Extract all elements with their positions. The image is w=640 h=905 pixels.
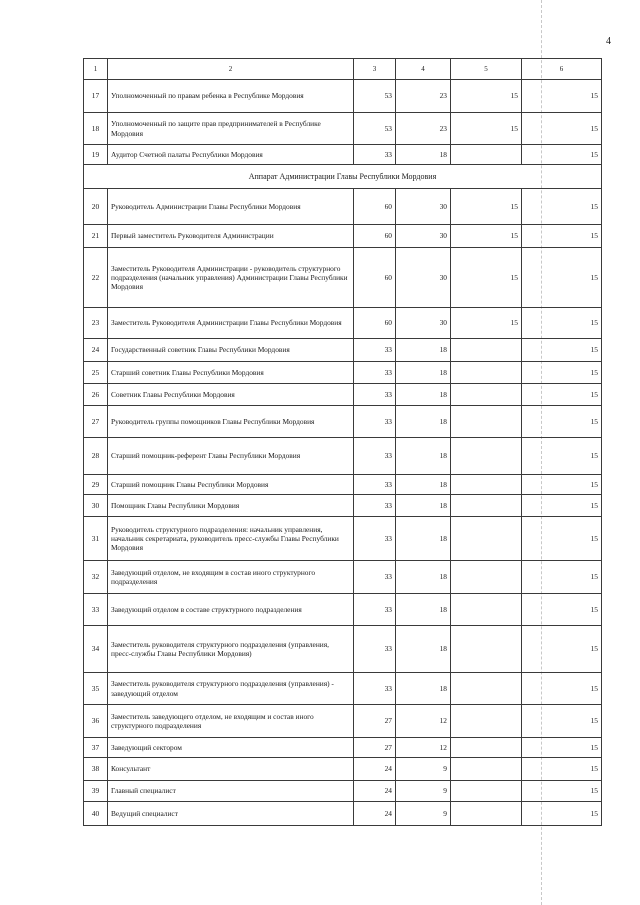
row-number: 25: [84, 362, 108, 384]
value-col-5: 15: [451, 308, 522, 339]
position-name: Главный специалист: [108, 781, 354, 802]
value-col-6: 15: [522, 248, 602, 308]
value-col-6: 15: [522, 758, 602, 781]
salary-table: [83, 58, 602, 826]
value-col-4: 30: [396, 308, 451, 339]
row-number: 29: [84, 475, 108, 495]
table-row: [84, 673, 602, 705]
row-number: 23: [84, 308, 108, 339]
value-col-6: 15: [522, 113, 602, 145]
position-name: Заместитель Руководителя Администрации - руководитель структурного подразделения (начальник управления) Администрации Главы Республики Мордовия: [108, 248, 354, 308]
table-row: [84, 308, 602, 339]
table-row: [84, 517, 602, 561]
position-name: Первый заместитель Руководителя Администрации: [108, 225, 354, 248]
value-col-4: 12: [396, 738, 451, 758]
value-col-5: [451, 781, 522, 802]
row-number: 22: [84, 248, 108, 308]
value-col-4: 18: [396, 561, 451, 594]
table-row: [84, 145, 602, 165]
value-col-3: 33: [354, 495, 396, 517]
value-col-3: 24: [354, 758, 396, 781]
value-col-4: 18: [396, 495, 451, 517]
value-col-6: 15: [522, 438, 602, 475]
table-row: [84, 225, 602, 248]
value-col-3: 33: [354, 561, 396, 594]
value-col-4: 9: [396, 758, 451, 781]
value-col-4: 18: [396, 145, 451, 165]
row-number: 24: [84, 339, 108, 362]
value-col-5: 15: [451, 248, 522, 308]
table-row: [84, 802, 602, 826]
value-col-6: 15: [522, 561, 602, 594]
value-col-3: 33: [354, 438, 396, 475]
table-row: [84, 758, 602, 781]
column-header: 4: [396, 59, 451, 80]
value-col-6: 15: [522, 406, 602, 438]
value-col-4: 30: [396, 189, 451, 225]
value-col-4: 18: [396, 384, 451, 406]
row-number: 33: [84, 594, 108, 626]
value-col-3: 53: [354, 80, 396, 113]
value-col-3: 33: [354, 594, 396, 626]
page-number: 4: [606, 36, 611, 47]
row-number: 20: [84, 189, 108, 225]
position-name: Заведующий отделом в составе структурного подразделения: [108, 594, 354, 626]
row-number: 39: [84, 781, 108, 802]
table-row: [84, 738, 602, 758]
position-name: Аудитор Счетной палаты Республики Мордовия: [108, 145, 354, 165]
position-name: Помощник Главы Республики Мордовия: [108, 495, 354, 517]
table-row: [84, 781, 602, 802]
row-number: 36: [84, 705, 108, 738]
position-name: Советник Главы Республики Мордовия: [108, 384, 354, 406]
value-col-4: 18: [396, 673, 451, 705]
value-col-6: 15: [522, 517, 602, 561]
position-name: Старший помощник Главы Республики Мордовия: [108, 475, 354, 495]
position-name: Уполномоченный по защите прав предпринимателей в Республике Мордовия: [108, 113, 354, 145]
value-col-3: 60: [354, 189, 396, 225]
table-row: [84, 113, 602, 145]
value-col-3: 33: [354, 406, 396, 438]
table-row: [84, 80, 602, 113]
row-number: 26: [84, 384, 108, 406]
value-col-6: 15: [522, 738, 602, 758]
value-col-4: 18: [396, 517, 451, 561]
value-col-4: 18: [396, 475, 451, 495]
section-header-row: [84, 165, 602, 189]
table-row: [84, 594, 602, 626]
table-row: [84, 406, 602, 438]
row-number: 30: [84, 495, 108, 517]
table-row: [84, 626, 602, 673]
value-col-5: [451, 758, 522, 781]
value-col-4: 18: [396, 438, 451, 475]
position-name: Ведущий специалист: [108, 802, 354, 826]
value-col-3: 24: [354, 802, 396, 826]
row-number: 34: [84, 626, 108, 673]
value-col-6: 15: [522, 339, 602, 362]
position-name: Старший советник Главы Республики Мордовия: [108, 362, 354, 384]
value-col-4: 23: [396, 80, 451, 113]
value-col-5: [451, 802, 522, 826]
value-col-5: [451, 673, 522, 705]
value-col-6: 15: [522, 781, 602, 802]
value-col-3: 33: [354, 626, 396, 673]
position-name: Заместитель заведующего отделом, не входящим и состав иного структурного подразделения: [108, 705, 354, 738]
value-col-3: 33: [354, 339, 396, 362]
value-col-5: [451, 339, 522, 362]
table-header-row: [84, 59, 602, 80]
position-name: Уполномоченный по правам ребенка в Республике Мордовия: [108, 80, 354, 113]
table-row: [84, 189, 602, 225]
value-col-3: 33: [354, 517, 396, 561]
value-col-5: [451, 626, 522, 673]
position-name: Старший помощник-референт Главы Республики Мордовия: [108, 438, 354, 475]
value-col-3: 60: [354, 248, 396, 308]
value-col-3: 27: [354, 705, 396, 738]
value-col-3: 33: [354, 475, 396, 495]
value-col-5: [451, 362, 522, 384]
value-col-3: 33: [354, 384, 396, 406]
value-col-6: 15: [522, 308, 602, 339]
value-col-5: [451, 438, 522, 475]
value-col-6: 15: [522, 80, 602, 113]
value-col-6: 15: [522, 362, 602, 384]
value-col-4: 23: [396, 113, 451, 145]
value-col-3: 60: [354, 308, 396, 339]
value-col-4: 9: [396, 802, 451, 826]
value-col-5: [451, 594, 522, 626]
value-col-5: [451, 517, 522, 561]
table-row: [84, 362, 602, 384]
value-col-6: 15: [522, 673, 602, 705]
value-col-4: 18: [396, 594, 451, 626]
value-col-4: 18: [396, 339, 451, 362]
value-col-5: 15: [451, 225, 522, 248]
column-header: 3: [354, 59, 396, 80]
table-row: [84, 495, 602, 517]
value-col-5: 15: [451, 80, 522, 113]
row-number: 18: [84, 113, 108, 145]
value-col-6: 15: [522, 495, 602, 517]
row-number: 35: [84, 673, 108, 705]
row-number: 31: [84, 517, 108, 561]
value-col-5: [451, 495, 522, 517]
value-col-4: 18: [396, 362, 451, 384]
value-col-4: 30: [396, 248, 451, 308]
value-col-6: 15: [522, 626, 602, 673]
value-col-6: 15: [522, 225, 602, 248]
row-number: 28: [84, 438, 108, 475]
position-name: Руководитель Администрации Главы Республики Мордовия: [108, 189, 354, 225]
position-name: Заместитель руководителя структурного подразделения (управления, пресс-службы Главы Республики Мордовия): [108, 626, 354, 673]
row-number: 21: [84, 225, 108, 248]
row-number: 17: [84, 80, 108, 113]
value-col-5: [451, 475, 522, 495]
value-col-3: 33: [354, 362, 396, 384]
value-col-5: [451, 145, 522, 165]
value-col-4: 9: [396, 781, 451, 802]
position-name: Заместитель руководителя структурного подразделения (управления) - заведующий отделом: [108, 673, 354, 705]
row-number: 27: [84, 406, 108, 438]
column-header: 2: [108, 59, 354, 80]
value-col-3: 33: [354, 145, 396, 165]
table-row: [84, 384, 602, 406]
value-col-6: 15: [522, 802, 602, 826]
table-row: [84, 438, 602, 475]
table-row: [84, 705, 602, 738]
row-number: 32: [84, 561, 108, 594]
value-col-6: 15: [522, 189, 602, 225]
value-col-6: 15: [522, 145, 602, 165]
value-col-5: [451, 561, 522, 594]
row-number: 40: [84, 802, 108, 826]
value-col-3: 27: [354, 738, 396, 758]
value-col-5: [451, 705, 522, 738]
value-col-4: 30: [396, 225, 451, 248]
row-number: 19: [84, 145, 108, 165]
value-col-3: 53: [354, 113, 396, 145]
table-row: [84, 248, 602, 308]
position-name: Заместитель Руководителя Администрации Главы Республики Мордовия: [108, 308, 354, 339]
value-col-5: 15: [451, 189, 522, 225]
table-row: [84, 561, 602, 594]
position-name: Руководитель структурного подразделения: начальник управления, начальник секретариата, руководитель пресс-службы Главы Республики Мордовия: [108, 517, 354, 561]
position-name: Заведующий сектором: [108, 738, 354, 758]
value-col-5: [451, 406, 522, 438]
position-name: Руководитель группы помощников Главы Республики Мордовия: [108, 406, 354, 438]
value-col-4: 18: [396, 406, 451, 438]
position-name: Заведующий отделом, не входящим в состав иного структурного подразделения: [108, 561, 354, 594]
value-col-6: 15: [522, 475, 602, 495]
column-header: 6: [522, 59, 602, 80]
value-col-4: 12: [396, 705, 451, 738]
value-col-3: 33: [354, 673, 396, 705]
table-row: [84, 339, 602, 362]
value-col-4: 18: [396, 626, 451, 673]
value-col-3: 60: [354, 225, 396, 248]
position-name: Консультант: [108, 758, 354, 781]
table-row: [84, 475, 602, 495]
column-header: 1: [84, 59, 108, 80]
value-col-5: 15: [451, 113, 522, 145]
column-header: 5: [451, 59, 522, 80]
row-number: 37: [84, 738, 108, 758]
value-col-5: [451, 738, 522, 758]
section-title: Аппарат Администрации Главы Республики Мордовия: [84, 165, 602, 189]
value-col-6: 15: [522, 384, 602, 406]
row-number: 38: [84, 758, 108, 781]
value-col-6: 15: [522, 594, 602, 626]
position-name: Государственный советник Главы Республики Мордовия: [108, 339, 354, 362]
value-col-5: [451, 384, 522, 406]
value-col-3: 24: [354, 781, 396, 802]
value-col-6: 15: [522, 705, 602, 738]
